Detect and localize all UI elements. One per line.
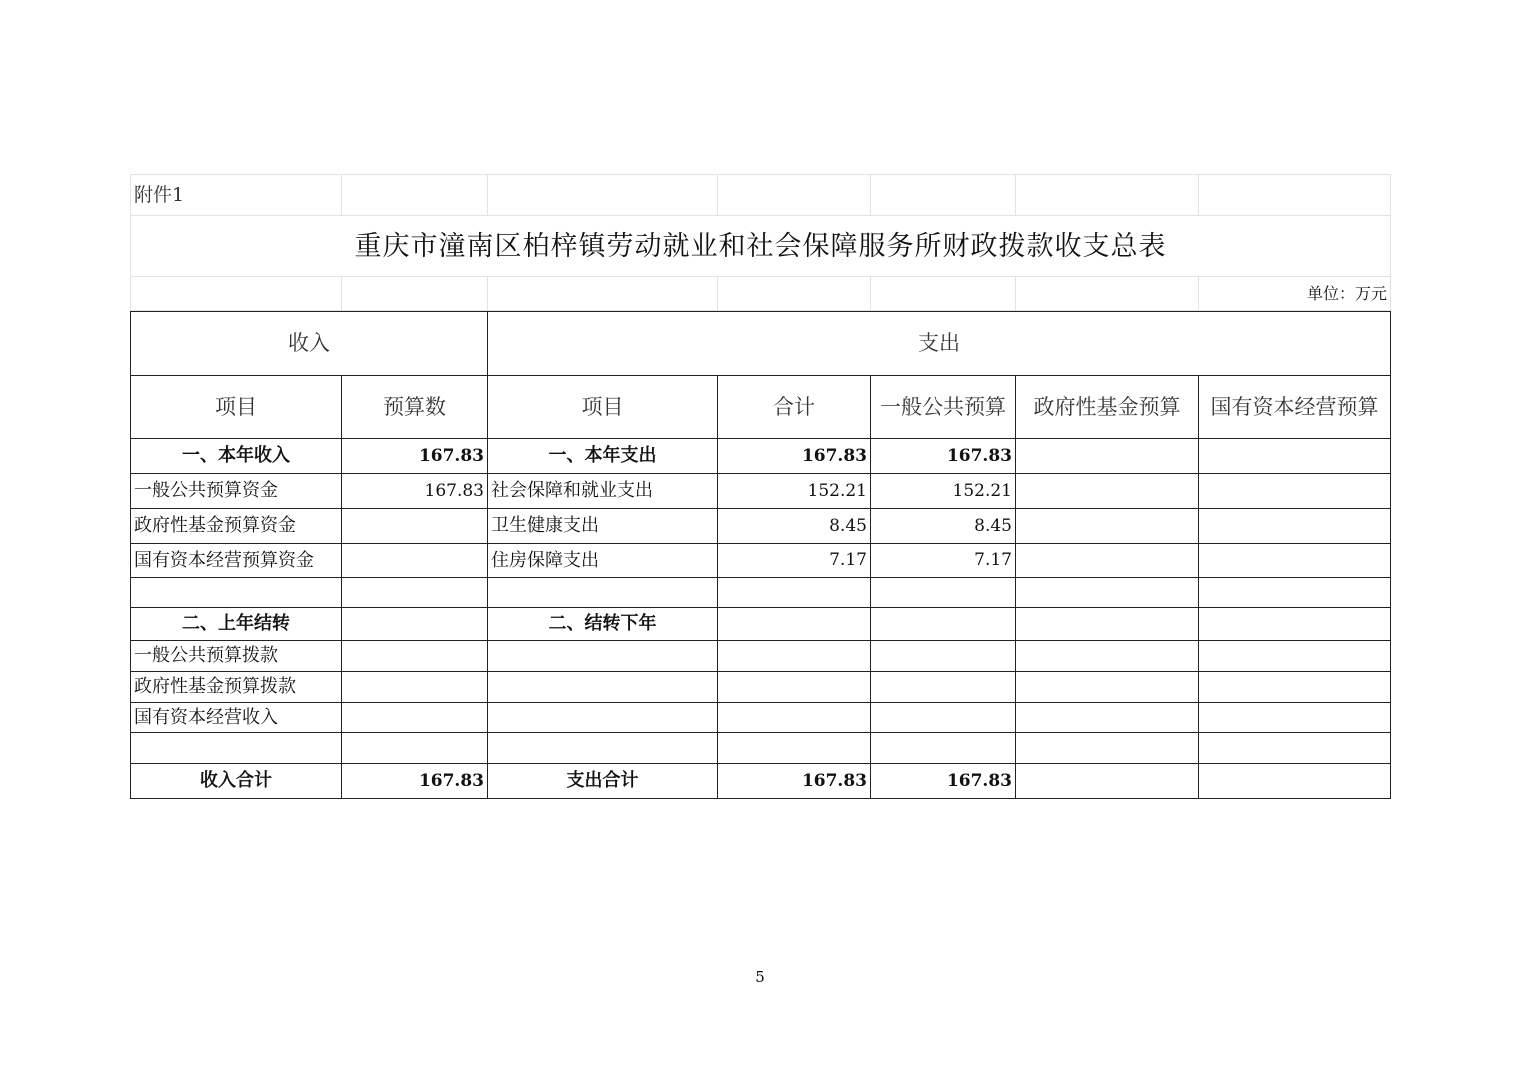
annex-label: 附件1 [131,175,342,216]
expense-state-capital [1199,703,1391,733]
expense-general-budget [871,608,1016,641]
income-item [131,733,342,764]
income-amount [342,641,488,672]
income-amount [342,733,488,764]
income-amount [342,544,488,578]
income-group-header: 收入 [131,312,488,376]
expense-state-capital [1199,544,1391,578]
expense-gov-fund [1016,509,1199,544]
expense-gov-fund [1016,672,1199,703]
expense-gov-fund [1016,439,1199,474]
column-header: 合计 [718,376,871,439]
table-title: 重庆市潼南区柏梓镇劳动就业和社会保障服务所财政拨款收支总表 [131,216,1391,277]
column-header: 预算数 [342,376,488,439]
expense-state-capital [1199,672,1391,703]
column-header: 项目 [131,376,342,439]
income-item [131,578,342,608]
expense-gov-fund [1016,733,1199,764]
budget-table [130,311,1391,799]
expense-total [718,641,871,672]
income-total-amount: 167.83 [342,764,488,799]
expense-total-label: 支出合计 [488,764,718,799]
table-row [131,578,1391,608]
table-row [131,733,1391,764]
expense-general-budget [871,578,1016,608]
column-header: 国有资本经营预算 [1199,376,1391,439]
income-item: 政府性基金预算资金 [131,509,342,544]
expense-state-capital [1199,608,1391,641]
table-row [131,641,1391,672]
table-row [131,703,1391,733]
expense-item [488,733,718,764]
expense-gov-fund [1016,608,1199,641]
table-row [131,672,1391,703]
income-amount [342,672,488,703]
expense-general-budget [871,733,1016,764]
expense-item [488,672,718,703]
expense-state-capital [1199,578,1391,608]
expense-group-header: 支出 [488,312,1391,376]
expense-gov-fund [1016,641,1199,672]
income-amount: 167.83 [342,474,488,509]
table-row [131,439,1391,474]
income-item: 国有资本经营收入 [131,703,342,733]
page-number: 5 [755,968,765,986]
column-header-row [131,376,1391,439]
expense-state-capital [1199,641,1391,672]
expense-state-capital [1199,733,1391,764]
total-row [131,764,1391,799]
expense-general-budget: 152.21 [871,474,1016,509]
income-amount [342,509,488,544]
expense-total [718,578,871,608]
expense-total: 167.83 [718,764,871,799]
expense-total [718,733,871,764]
table-row [131,509,1391,544]
column-header: 项目 [488,376,718,439]
expense-general-budget: 167.83 [871,439,1016,474]
expense-total [718,703,871,733]
expense-general-budget: 167.83 [871,764,1016,799]
expense-total: 152.21 [718,474,871,509]
group-header-row [131,312,1391,376]
income-item: 一、本年收入 [131,439,342,474]
expense-total [718,672,871,703]
column-header: 一般公共预算 [871,376,1016,439]
expense-state-capital [1199,439,1391,474]
expense-item [488,641,718,672]
income-total-label: 收入合计 [131,764,342,799]
expense-total: 7.17 [718,544,871,578]
unit-label: 单位：万元 [1199,277,1391,311]
income-amount: 167.83 [342,439,488,474]
sheet-header-grid [130,174,1391,311]
table-row [131,608,1391,641]
column-header: 政府性基金预算 [1016,376,1199,439]
expense-general-budget [871,703,1016,733]
income-item: 二、上年结转 [131,608,342,641]
expense-total: 167.83 [718,439,871,474]
expense-item: 一、本年支出 [488,439,718,474]
table-row [131,474,1391,509]
expense-total [718,608,871,641]
income-amount [342,578,488,608]
expense-general-budget: 7.17 [871,544,1016,578]
expense-general-budget: 8.45 [871,509,1016,544]
expense-state-capital [1199,474,1391,509]
income-item: 一般公共预算拨款 [131,641,342,672]
expense-gov-fund [1016,578,1199,608]
expense-general-budget [871,641,1016,672]
expense-item: 卫生健康支出 [488,509,718,544]
income-item: 国有资本经营预算资金 [131,544,342,578]
expense-gov-fund [1016,703,1199,733]
expense-general-budget [871,672,1016,703]
income-amount [342,608,488,641]
income-amount [342,703,488,733]
expense-gov-fund [1016,474,1199,509]
expense-total: 8.45 [718,509,871,544]
expense-item: 住房保障支出 [488,544,718,578]
spreadsheet [130,174,1390,799]
expense-gov-fund [1016,544,1199,578]
income-item: 一般公共预算资金 [131,474,342,509]
expense-item [488,703,718,733]
income-item: 政府性基金预算拨款 [131,672,342,703]
expense-item [488,578,718,608]
expense-state-capital [1199,764,1391,799]
expense-gov-fund [1016,764,1199,799]
expense-state-capital [1199,509,1391,544]
expense-item: 社会保障和就业支出 [488,474,718,509]
table-row [131,544,1391,578]
expense-item: 二、结转下年 [488,608,718,641]
